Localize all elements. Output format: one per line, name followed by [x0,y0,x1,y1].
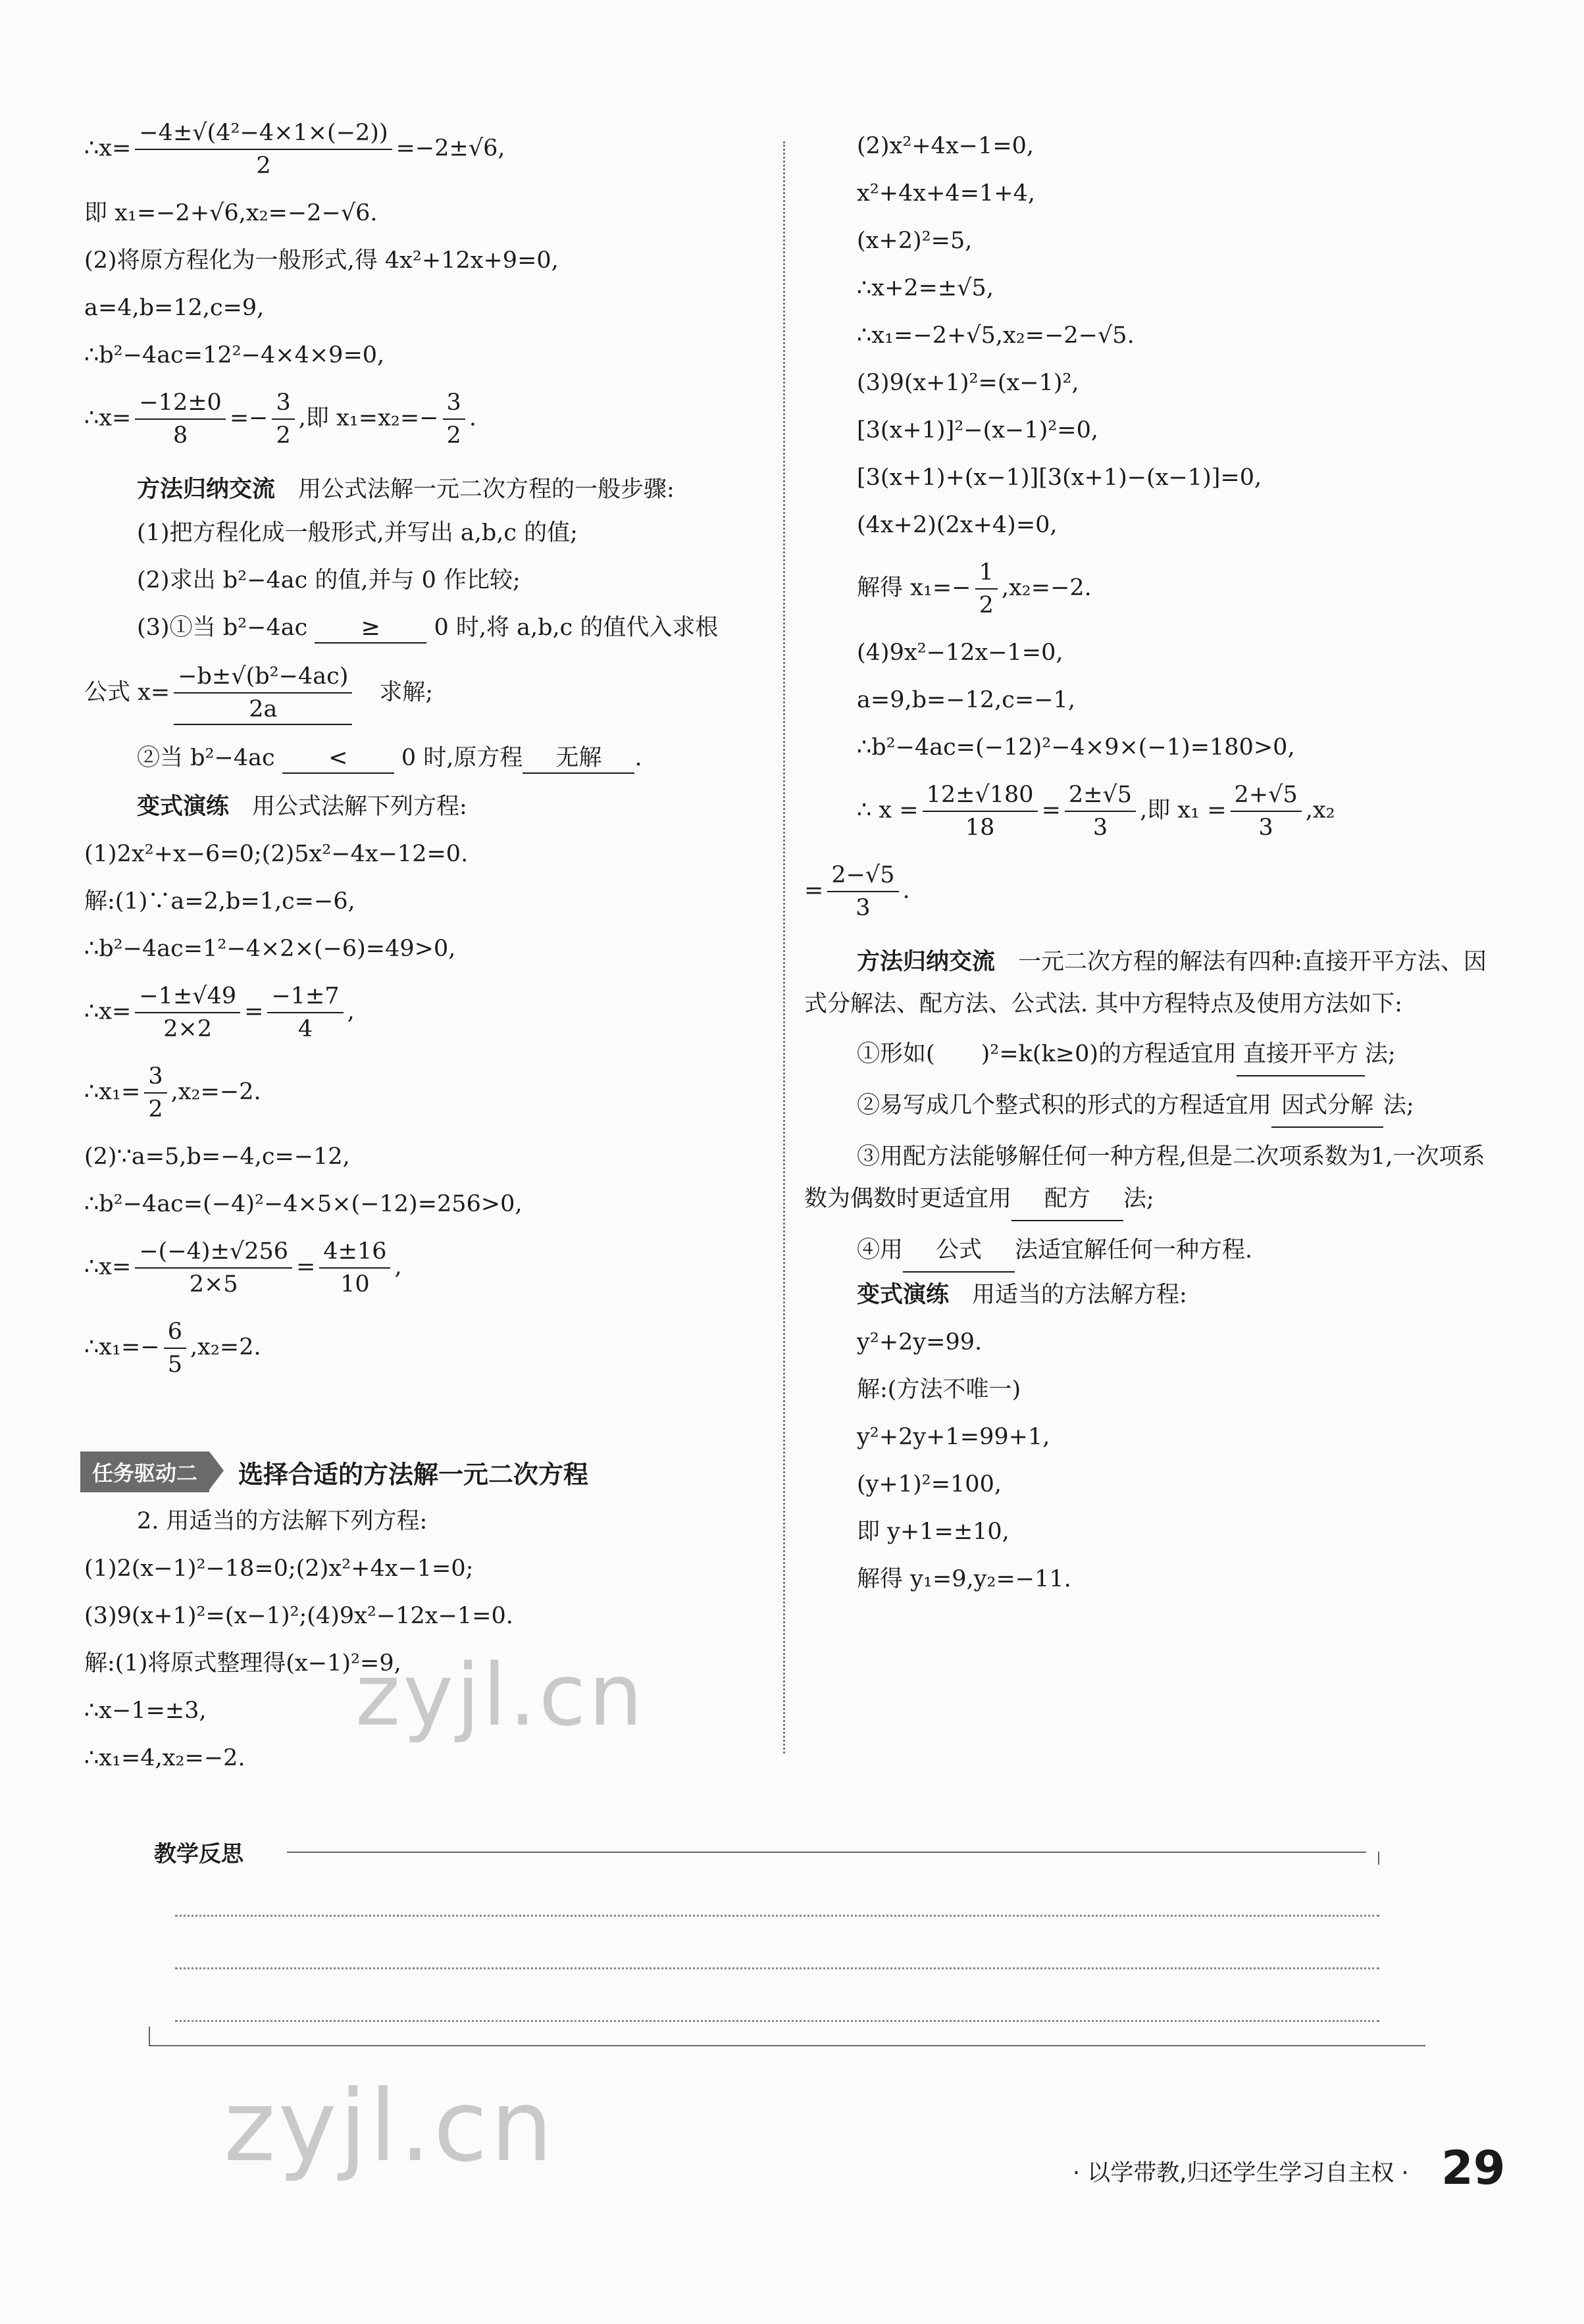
solution-line: ∴b²−4ac=(−12)²−4×9×(−1)=180>0, [857,734,1295,761]
method-summary: 方法归纳交流 用公式法解一元二次方程的一般步骤: [137,476,675,503]
solution-line: 解:(1)将原式整理得(x−1)²=9, [84,1650,401,1677]
solution-line: ∴x₁=− $\frac{6}{5}$ ,x₂=2. [84,1319,261,1378]
solution-line: [3(x+1)+(x−1)][3(x+1)−(x−1)]=0, [857,465,1262,491]
solution-line: ∴x₁=4,x₂=−2. [84,1745,245,1771]
watermark: zyjl.cn [355,1645,646,1745]
method-heading: 方法归纳交流 [857,949,996,975]
solution-line: (y+1)²=100, [857,1471,1002,1498]
solution-line: ∴b²−4ac=12²−4×4×9=0, [84,342,385,368]
reflection-title: 教学反思 [154,1841,243,1867]
step-item: 公式 x= $\frac{\text{−b±√(b²−4ac)}}{2a}$ 求解; [84,662,755,725]
solution-line: a=4,b=12,c=9, [84,295,265,321]
solution-line: (4)9x²−12x−1=0, [857,640,1063,666]
solution-line: 解得 x₁=− $\frac{1}{2}$ ,x₂=−2. [857,559,1092,619]
solution-line: (3)9(x+1)²=(x−1)², [857,370,1079,396]
reflection-border [149,2045,1425,2046]
solution-line: 解:(1)∵a=2,b=1,c=−6, [84,888,355,915]
solution-line: ∴x= $\frac{\text{−4±√(4²−4×1×(−2))}}{2}$ =−2±√6, [84,120,505,179]
solution-line: [3(x+1)]²−(x−1)²=0, [857,417,1098,443]
question-line: (3)9(x+1)²=(x−1)²;(4)9x²−12x−1=0. [84,1603,513,1629]
solution-line: x²+4x+4=1+4, [857,180,1036,207]
section-header [80,1451,588,1493]
solution-line: 解:(方法不唯一) [857,1377,1021,1403]
teaching-reflection [149,1836,1419,2046]
answer-blank: 因式分解 [1271,1084,1383,1128]
method-heading: 方法归纳交流 [137,476,276,503]
solution-line: ∴ x = $\frac{12\pm√180}{18}$ = $\frac{2\pm√5}{3}$ ,即 x₁ = $\frac{2+√5}{3}$ ,x₂ [857,782,1335,841]
solution-line: (1)2x²+x−6=0;(2)5x²−4x−12=0. [84,841,469,867]
solution-line: a=9,b=−12,c=−1, [857,687,1075,713]
solution-line: (2)将原方程化为一般形式,得 4x²+12x+9=0, [84,247,559,274]
method-item: ④用 公式 法适宜解任何一种方程. [804,1229,1502,1273]
solution-line: (x+2)²=5, [857,228,973,254]
solution-line: ∴b²−4ac=(−4)²−4×5×(−12)=256>0, [84,1191,523,1217]
solution-line: 解得 y₁=9,y₂=−11. [857,1566,1071,1592]
exercise-heading: 变式演练 用适当的方法解方程: [857,1282,1187,1308]
watermark: zyjl.cn [224,2069,556,2184]
left-column [84,118,755,1398]
task-tag: 任务驱动二 [80,1452,209,1492]
question: 2. 用适当的方法解下列方程: [137,1508,428,1534]
solution-line: (2)x²+4x−1=0, [857,133,1034,159]
solution-line: ∴x₁= $\frac{3}{2}$ ,x₂=−2. [84,1063,261,1123]
step-item: (3)①当 b²−4ac ≥ 0 时,将 a,b,c 的值代入求根 [84,613,755,644]
solution-line: 即 x₁=−2+√6,x₂=−2−√6. [84,200,378,226]
reflection-border [1378,1852,1379,1865]
solution-line: ∴x= $\frac{-1\pm√49}{2\times 2}$ = $\frac{-1\pm 7}{4}$ , [84,983,355,1042]
question-line: (1)2(x−1)²−18=0;(2)x²+4x−1=0; [84,1555,474,1582]
column-divider [783,141,785,1754]
solution-line: (2)∵a=5,b=−4,c=−12, [84,1144,350,1170]
footer-slogan: · 以学带教,归还学生学习自主权 · [1073,2160,1409,2186]
solution-line: ∴x= $\frac{-(-4)\pm√256}{2\times 5}$ = $\frac{4\pm 16}{10}$ , [84,1238,402,1298]
method-item: ①形如( )²=k(k≥0)的方程适宜用 直接开平方 法; [804,1033,1502,1076]
solution-line: ∴x= $\frac{-12\pm 0}{8}$ =− $\frac{3}{2}$ ,即 x₁=x₂=− $\frac{3}{2}$ . [84,390,476,449]
answer-blank: 公式 [903,1229,1015,1273]
right-column [804,132,1502,1612]
solution-line: ∴x−1=±3, [84,1698,207,1724]
step-item: ②当 b²−4ac < 0 时,原方程 无解 . [84,744,755,774]
answer-blank: 无解 [523,744,634,774]
solution-line: ∴x₁=−2+√5,x₂=−2−√5. [857,322,1135,349]
method-summary: 方法归纳交流 一元二次方程的解法有四种:直接开平方法、因式分解法、配方法、公式法. 其中方程特点及使用方法如下: [804,949,1487,1017]
solution-line: 即 y+1=±10, [857,1519,1009,1545]
answer-blank: 配方 [1011,1178,1123,1221]
exercise-heading: 变式演练 用公式法解下列方程: [137,794,467,820]
solution-line: ∴x+2=±√5, [857,275,994,301]
step-item: (2)求出 b²−4ac 的值,并与 0 作比较; [137,567,521,594]
solution-line: y²+2y+1=99+1, [857,1424,1050,1450]
answer-blank: < [282,744,394,774]
writing-line[interactable] [175,1915,1379,1917]
answer-blank: 直接开平方 [1237,1033,1365,1076]
solution-line: = $\frac{2-√5}{3}$ . [804,862,910,921]
reflection-border [149,2027,150,2045]
reflection-border [287,1852,1366,1853]
writing-line[interactable] [175,1967,1379,1969]
writing-line[interactable] [175,2020,1379,2022]
step-item: (1)把方程化成一般形式,并写出 a,b,c 的值; [137,520,578,546]
method-item: ②易写成几个整式积的形式的方程适宜用 因式分解 法; [804,1084,1502,1128]
solution-line: (4x+2)(2x+4)=0, [857,512,1058,538]
solution-line: ∴b²−4ac=1²−4×2×(−6)=49>0, [84,936,456,962]
method-item: ③用配方法能够解任何一种方程,但是二次项系数为1,一次项系数为偶数时更适宜用 配方 法; [804,1136,1502,1221]
solution-line: y²+2y=99. [857,1329,983,1355]
section-title: 选择合适的方法解一元二次方程 [238,1459,589,1489]
answer-blank: ≥ [315,613,426,644]
page-number: 29 [1441,2141,1506,2195]
